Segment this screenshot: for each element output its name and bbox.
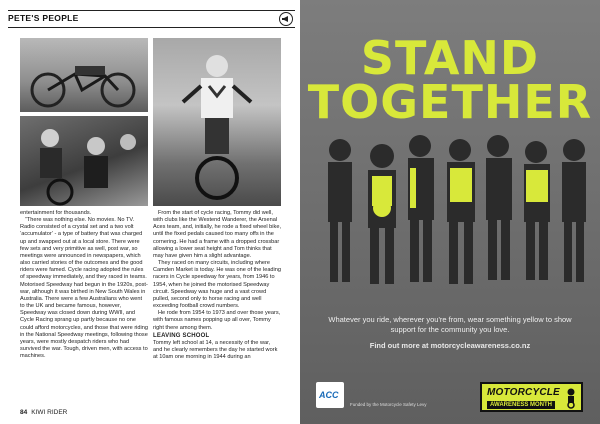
article-column-2 bbox=[153, 210, 281, 361]
ad-headline bbox=[300, 31, 600, 129]
photo-speedway-bike bbox=[20, 38, 148, 112]
paragraph: From the start of cycle racing, Tommy did well, with clubs like the Westend Wanderer, the Arsenal Aces team, and, initially, he rode a fixed wheel bike, until the fixed pedals caused too many offs in the cornering. He had a frame with a dropped crossbar allowing a lower seat height and Tom thinks that may have given him a slight advantage. bbox=[153, 210, 282, 259]
photo-riders-group bbox=[20, 116, 148, 206]
paragraph: They raced on many circuits, including where Camden Market is today. He was one of the leading racers in Cycle speedway for years, from 1946 to 1954, when he joined the motorised Speedway circuit. Speedway was huge and a vast crowd pulled, second only to horse racing and well exceeding football crowd numbers. bbox=[153, 260, 282, 310]
awareness-month-badge bbox=[480, 382, 583, 412]
page-footer bbox=[20, 409, 67, 416]
badge-title: MOTORCYCLE bbox=[487, 387, 560, 398]
magazine-name: KIWI RIDER bbox=[31, 409, 68, 416]
paragraph: “There was nothing else. No movies. No TV. Radio consisted of a crystal set and a two volt ‘accumulator’ - a type of battery that was charged up and swapped out at a local store. There were few sets and very primitive as well, post war, so meetings were announced in newspapers, which also carried stories of the outcomes and the good riders were famed. Cycle racing adopted the rules of speedway immediately, and they raced in teams. Motorised Speedway had begun in the 1920s, post-war, although it was birthed in New South Wales in Australia. There were a few Australians who went to the UK and became famous, however, Speedway was closed down during WWII, and Cycle Racing sprang up partly because no one could afford motorcycles, and those that were riding in the National Speedway meetings, following those years, were mostly despatch riders who had survived the war. Tough, driven men, with access to machines. bbox=[20, 217, 149, 360]
funding-note: Funded by the Motorcycle Safety Levy bbox=[350, 402, 427, 407]
megaphone-icon bbox=[279, 12, 293, 26]
page-number: 84 bbox=[20, 409, 28, 416]
section-header bbox=[8, 10, 295, 28]
advertisement-page bbox=[300, 0, 600, 424]
badge-subtitle: AWARENESS MONTH bbox=[487, 401, 555, 409]
headline-line-2: TOGETHER bbox=[307, 75, 593, 129]
motorcycle-icon bbox=[564, 387, 578, 409]
riders-group-photo bbox=[300, 120, 600, 300]
ad-website-link[interactable]: Find out more at motorcycleawareness.co.nz bbox=[369, 341, 531, 350]
photo-rider-on-bike bbox=[153, 38, 281, 206]
article-column-1 bbox=[20, 210, 148, 360]
paragraph: entertainment for thousands. bbox=[20, 210, 92, 216]
paragraph: He rode from 1954 to 1973 and over those years, with famous names popping up all over, Tommy right there among them. bbox=[153, 310, 281, 331]
acc-logo-text: ACC bbox=[319, 390, 339, 400]
paragraph: Tommy left school at 14, a necessity of the war, and he clearly remembers the day he started work at 10am one morning in 1944 during an bbox=[153, 339, 278, 361]
acc-logo bbox=[316, 382, 344, 408]
section-tag: PETE'S PEOPLE bbox=[8, 13, 79, 23]
ad-tagline: Whatever you ride, wherever you're from, wear something yellow to show support for the community you love. bbox=[328, 315, 572, 334]
headline-line-1: STAND bbox=[360, 31, 540, 85]
subheading: LEAVING SCHOOL bbox=[153, 332, 210, 339]
